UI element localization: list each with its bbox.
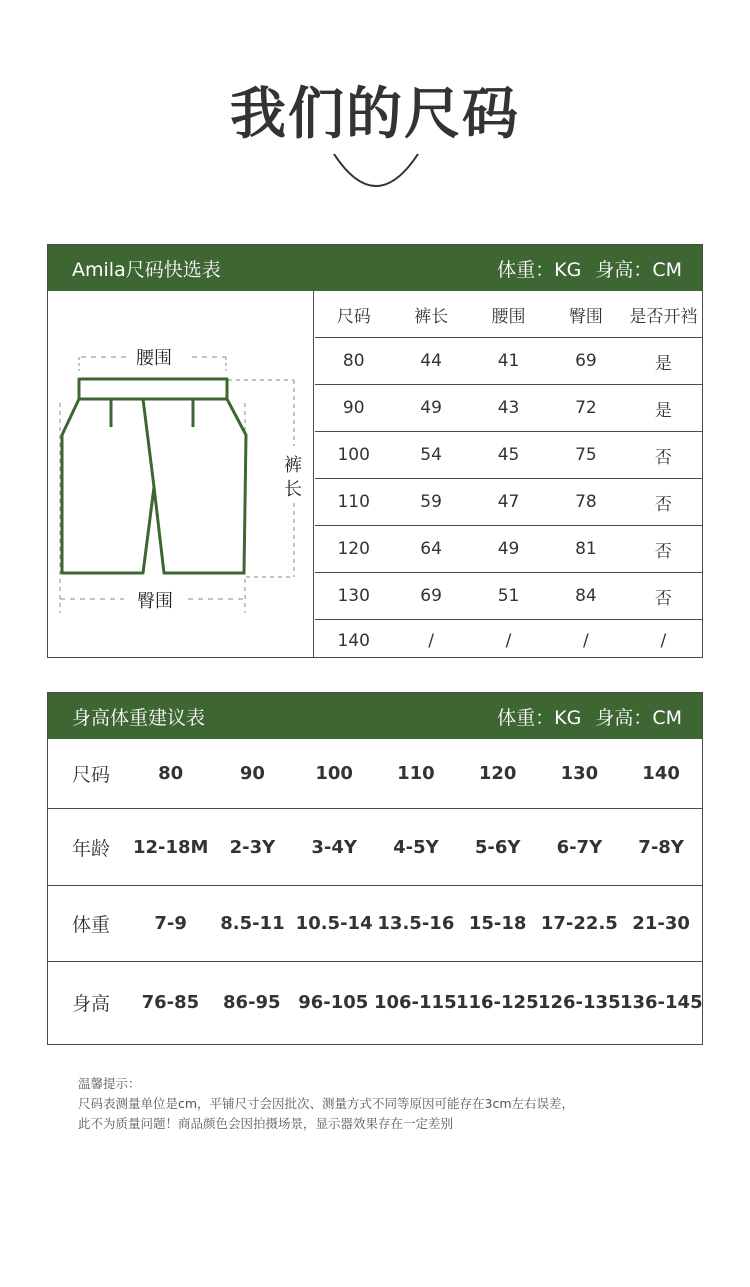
row-label: 身高 [72, 992, 111, 1015]
row-label: 体重 [72, 914, 111, 936]
cell: / [428, 631, 434, 651]
table-row [48, 809, 702, 886]
cell: 否 [654, 541, 672, 562]
cell: 90 [239, 763, 265, 784]
suggest-chart-panel [47, 692, 703, 1045]
cell: / [660, 631, 667, 651]
weight-unit: 体重：KG [497, 706, 582, 729]
cell: 120 [337, 539, 370, 559]
cell: 75 [575, 445, 597, 465]
table-row [48, 739, 702, 809]
tips-heading: 温馨提示： [78, 1076, 141, 1091]
length-label-1: 裤 [284, 455, 302, 476]
cell: 41 [497, 351, 520, 371]
cell: 是 [654, 400, 672, 421]
table-row [315, 385, 702, 432]
cell: 43 [497, 398, 520, 418]
cell: 21-30 [632, 913, 690, 934]
cell: 126-135 [537, 991, 621, 1013]
cell: 100 [337, 445, 370, 465]
cell: 7-9 [154, 913, 187, 934]
cell: 10.5-14 [295, 913, 373, 934]
cell: 否 [654, 588, 672, 609]
size-chart-header [48, 245, 702, 291]
table-row [315, 620, 702, 662]
cell: 78 [575, 492, 597, 512]
cell: 13.5-16 [377, 913, 455, 934]
decorative-arc [332, 152, 420, 190]
cell: 69 [420, 586, 442, 606]
size-table [315, 291, 702, 662]
suggest-chart-header [48, 693, 702, 739]
size-chart-title: Amila尺码快选表 [72, 258, 221, 281]
tips-line: 此不为质量问题！商品颜色会因拍摄场景，显示器效果存在一定差别 [78, 1116, 454, 1131]
height-unit: 身高：CM [595, 258, 682, 281]
col-length: 裤长 [414, 306, 449, 327]
height-unit: 身高：CM [595, 706, 682, 729]
cell: 51 [497, 586, 520, 606]
cell: 69 [575, 351, 597, 371]
table-row [315, 479, 702, 526]
cell: 136-145 [619, 991, 703, 1013]
cell: 81 [575, 539, 597, 559]
col-open-crotch: 是否开裆 [629, 306, 698, 327]
size-table-header [315, 291, 702, 338]
cell: 49 [420, 398, 442, 418]
pants-diagram [48, 291, 314, 657]
waist-label: 腰围 [136, 348, 172, 369]
cell: 12-18M [132, 836, 209, 858]
cell: 120 [478, 763, 517, 784]
cell: 110 [337, 492, 370, 512]
cell: 59 [420, 492, 442, 512]
cell: 130 [560, 763, 599, 784]
tips-line: 尺码表测量单位是cm，平铺尺寸会因批次、测量方式不同等原因可能存在3cm左右误差， [78, 1096, 575, 1111]
cell: 7-8Y [638, 836, 684, 858]
cell: 否 [654, 447, 672, 468]
row-label: 尺码 [72, 764, 111, 786]
cell: 3-4Y [311, 836, 357, 858]
cell: 44 [420, 351, 442, 371]
cell: 116-125 [455, 991, 539, 1013]
cell: 否 [654, 494, 672, 515]
suggest-chart-title: 身高体重建议表 [72, 706, 206, 729]
cell: 80 [342, 351, 365, 371]
cell: 96-105 [298, 991, 369, 1013]
cell: 100 [315, 763, 353, 784]
cell: 5-6Y [474, 836, 521, 858]
cell: 80 [158, 763, 184, 784]
table-row [315, 338, 702, 385]
cell: 72 [575, 398, 597, 418]
cell: 2-3Y [229, 836, 276, 858]
col-waist: 腰围 [491, 306, 526, 327]
cell: 90 [342, 398, 365, 418]
cell: / [583, 631, 589, 651]
cell: 54 [420, 445, 442, 465]
table-row [48, 962, 702, 1042]
cell: 106-115 [373, 991, 457, 1013]
cell: / [505, 631, 512, 651]
table-row [315, 573, 702, 620]
col-hip: 臀围 [568, 306, 603, 327]
pants-measure-illustration [48, 291, 314, 657]
cell: 110 [397, 763, 435, 784]
row-label: 年龄 [72, 837, 111, 860]
col-size: 尺码 [336, 306, 371, 327]
tips-note [78, 1074, 574, 1134]
cell: 76-85 [141, 991, 200, 1013]
cell: 8.5-11 [220, 913, 285, 934]
length-label-2: 长 [284, 479, 302, 500]
cell: 86-95 [223, 991, 281, 1013]
cell: 6-7Y [556, 836, 603, 858]
table-row [315, 432, 702, 479]
cell: 4-5Y [393, 836, 439, 858]
cell: 140 [642, 763, 680, 784]
cell: 15-18 [468, 913, 527, 934]
cell: 47 [497, 492, 520, 512]
weight-unit: 体重：KG [497, 258, 582, 281]
cell: 140 [337, 631, 370, 651]
table-row [48, 886, 702, 962]
size-chart-panel [47, 244, 703, 658]
cell: 45 [497, 445, 520, 465]
table-row [315, 526, 702, 573]
thigh-label: 臀围 [137, 591, 173, 612]
cell: 49 [497, 539, 520, 559]
cell: 130 [337, 586, 370, 606]
cell: 64 [420, 539, 442, 559]
cell: 17-22.5 [540, 913, 618, 934]
page-title: 我们的尺码 [230, 82, 520, 147]
cell: 84 [575, 586, 597, 606]
cell: 是 [654, 353, 672, 374]
